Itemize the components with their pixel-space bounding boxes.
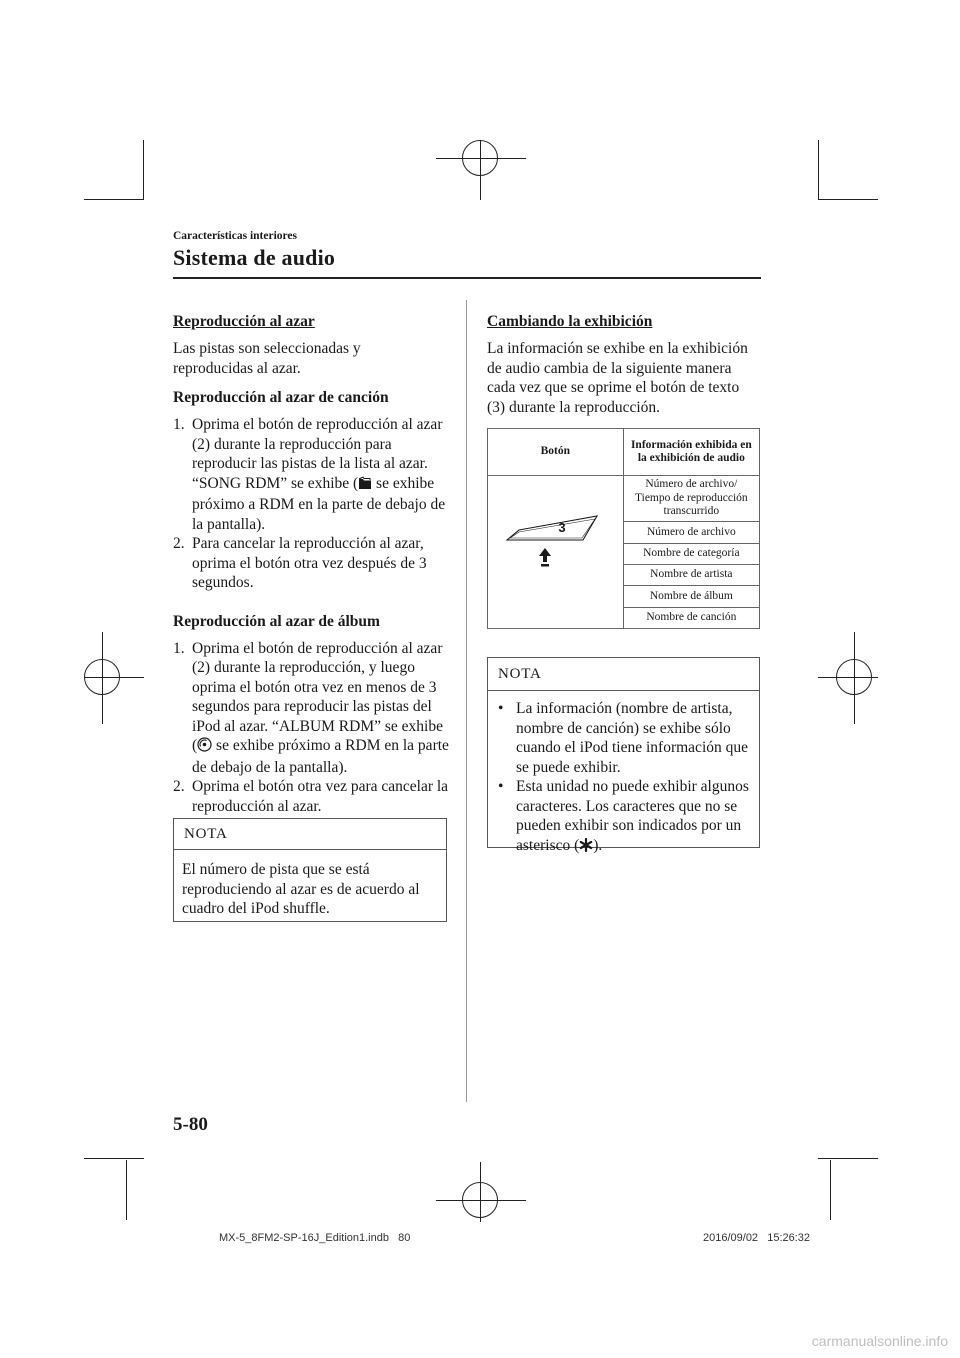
- list-item: 1. Oprima el botón de reproducción al azar (2) durante la reproducción, y luego oprima el botón otra vez en menos de 3 segundos para reproducir las pistas del iPod al azar. “ALBUM RDM” se exhibe ( se exhibe próximo a RDM en la parte de debajo de la pantalla).: [173, 639, 449, 776]
- table-header-info: Información exhibida en la exhibición de audio: [623, 429, 759, 476]
- table-cell: Número de archivo: [623, 522, 759, 543]
- nota-bullets: [488, 691, 759, 857]
- list-item: 2. Para cancelar la reproducción al azar, oprima el botón otra vez después de 3 segundos.: [173, 535, 427, 591]
- table-header-button: Botón: [488, 429, 624, 476]
- nota-title: NOTA: [174, 819, 446, 850]
- header-rule: [173, 277, 761, 279]
- song-random-heading: Reproducción al azar de canción: [173, 389, 389, 406]
- nota-box-left: [173, 818, 447, 922]
- section-label: Características interiores: [173, 230, 298, 242]
- nota-box-right: [487, 657, 760, 854]
- random-play-heading: Reproducción al azar: [173, 313, 315, 330]
- page-title: Sistema de audio: [173, 245, 336, 270]
- album-random-heading: Reproducción al azar de álbum: [173, 612, 380, 630]
- registration-mark-icon: [462, 140, 498, 176]
- table-header-row: [488, 429, 760, 476]
- album-random-steps: [173, 639, 451, 817]
- nota-body: El número de pista que se está reproduciendo al azar es de acuerdo al cuadro del iPod shuffle.: [182, 861, 420, 917]
- footer-timestamp: 2016/09/02 15:26:32: [703, 1232, 811, 1244]
- folder-icon: [358, 476, 372, 496]
- registration-mark-icon: [84, 659, 120, 695]
- table-cell: Nombre de canción: [623, 607, 759, 628]
- crop-mark: [126, 1160, 127, 1220]
- song-random-steps: [173, 415, 451, 593]
- page-number: 5-80: [173, 1114, 208, 1135]
- table-cell: Nombre de artista: [623, 565, 759, 586]
- text-button-illustration: [505, 512, 605, 592]
- list-item: • Esta unidad no puede exhibir algunos caracteres. Los caracteres que no se pueden exhibir son indicados por un asterisco ( ).: [488, 777, 759, 857]
- disc-icon: [197, 737, 212, 758]
- display-change-intro: La información se exhibe en la exhibición de audio cambia de la siguiente manera cada vez que se oprime el botón de texto (3) durante la reproducción.: [487, 340, 748, 416]
- left-column: [173, 313, 451, 816]
- table-cell: Número de archivo/ Tiempo de reproducción transcurrido: [623, 476, 759, 522]
- table-cell: Nombre de álbum: [623, 586, 759, 607]
- text-button-cell: [488, 476, 624, 629]
- list-item: • La información (nombre de artista, nombre de canción) se exhibe sólo cuando el iPod tiene información que se puede exhibir.: [498, 700, 749, 776]
- column-divider: [466, 300, 467, 1102]
- text-button-icon: [505, 512, 605, 592]
- list-item: 2. Oprima el botón otra vez para cancelar la reproducción al azar.: [173, 778, 449, 815]
- random-play-intro: Las pistas son seleccionadas y reproducidas al azar.: [173, 340, 361, 377]
- crop-mark: [84, 1158, 144, 1159]
- crop-mark: [818, 1158, 878, 1159]
- watermark: carmanualsonline.info: [811, 1333, 948, 1349]
- button-number-label: 3: [558, 520, 566, 535]
- crop-mark: [143, 140, 144, 200]
- table-cell: Nombre de categoría: [623, 543, 759, 564]
- crop-mark: [84, 199, 144, 200]
- right-column: [487, 313, 759, 417]
- asterisk-icon: [579, 838, 593, 858]
- display-info-table: [487, 428, 760, 629]
- display-change-heading: Cambiando la exhibición: [487, 313, 653, 330]
- list-item: 1. Oprima el botón de reproducción al azar (2) durante la reproducción para reproducir las pistas de la lista al azar. “SONG RDM” se exhibe ( se exhibe próximo a RDM en la parte de debajo de la pantalla).: [173, 416, 446, 533]
- crop-mark: [818, 199, 878, 200]
- table-row: [488, 476, 760, 522]
- registration-mark-icon: [462, 1182, 498, 1218]
- crop-mark: [830, 1160, 831, 1220]
- nota-title: NOTA: [488, 658, 759, 691]
- registration-mark-icon: [836, 659, 872, 695]
- crop-mark: [818, 140, 819, 200]
- footer-file-info: MX-5_8FM2-SP-16J_Edition1.indb 80: [219, 1232, 411, 1244]
